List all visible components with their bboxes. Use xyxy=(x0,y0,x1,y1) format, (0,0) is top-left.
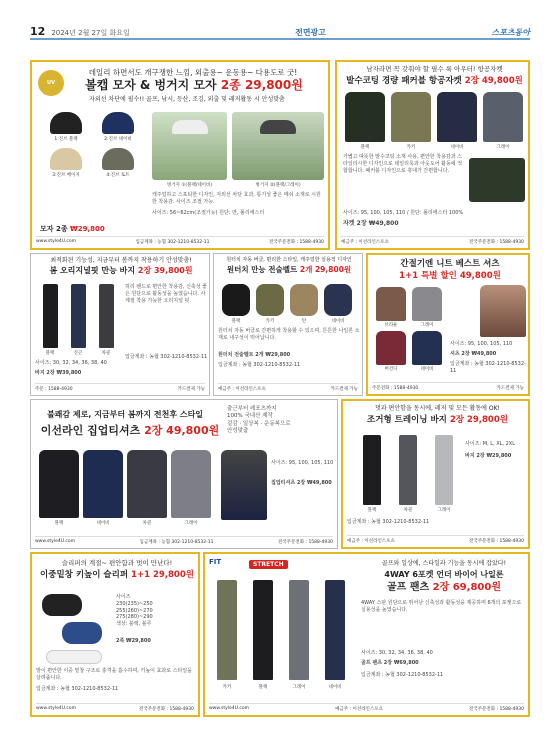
jacket-color-4: 그레이 xyxy=(496,145,510,150)
golf-pants-image-4 xyxy=(325,580,345,680)
ad1-price: 2종 29,800원 xyxy=(220,78,303,92)
ad7-footer xyxy=(347,535,524,544)
ad6-headline xyxy=(35,424,225,437)
ad5-title: 간절기엔 니트 베스트 셔츠 xyxy=(400,259,500,269)
ad9-tagline: 골프와 일상에, 스타일과 기능을 동시에 잡았다! xyxy=(382,560,506,567)
ad8-headline xyxy=(34,570,200,580)
ad8-footer xyxy=(36,703,194,712)
fit-label: FIT xyxy=(209,558,222,566)
ad7-account: 입금계좌 : 농협 302-1210-8532-11 xyxy=(347,519,430,525)
ad-caps xyxy=(30,60,330,250)
ad-zipup xyxy=(30,399,338,549)
pants-color-3: 차콜 xyxy=(101,351,111,356)
jacket-detail-photo xyxy=(469,158,525,202)
belt-color-2: 카키 xyxy=(265,319,275,324)
ad8-color: 색상: 블랙, 블루 xyxy=(116,621,152,627)
ad7-size: 사이즈: M, L, XL, 2XL xyxy=(465,441,516,447)
shirt-color-3: 버건디 xyxy=(384,367,398,372)
jacket-color-3: 네이비 xyxy=(450,145,464,150)
ad-knit-shirt xyxy=(366,253,530,396)
ad7-seller: 예금주 : 이선라인스포츠 xyxy=(347,539,395,544)
stretch-badge: STRETCH xyxy=(249,560,288,569)
ad2-headline xyxy=(339,76,530,86)
cap-label-1: 1:진브 블랙 xyxy=(54,137,78,142)
ad9-price-line: 골프 팬츠 2장 ₩69,800 xyxy=(361,660,419,666)
newspaper-logo: 스포츠동아 xyxy=(491,28,530,37)
golf-pants-image-1 xyxy=(217,580,237,680)
belt-image-1 xyxy=(222,284,250,316)
ad6-footer xyxy=(35,536,333,545)
ad3-headline xyxy=(33,266,209,276)
ad2-price: 2장 49,800원 xyxy=(464,76,523,86)
ad7-price: 2장 29,800원 xyxy=(449,415,508,425)
ad3-price: 2장 39,800원 xyxy=(137,266,193,275)
ad8-size-3: 275(280)~290 xyxy=(116,614,153,621)
slipper-image-1 xyxy=(42,594,82,616)
pants-image-2 xyxy=(71,284,86,348)
ad4-tagline: 원터치 자동 버클, 편리한 스타일, 캐주얼한 실용적 디자인 xyxy=(226,257,352,263)
ad6-size: 사이즈: 95, 100, 105, 110 xyxy=(271,460,334,466)
belt-image-3 xyxy=(290,284,318,316)
belt-image-2 xyxy=(256,284,284,316)
ad8-size-2: 255(260)~270 xyxy=(116,607,153,614)
ad1-web[interactable]: www.style4U.com xyxy=(36,239,77,244)
ad1-sub: 자외선 차단에 필수!! 골프, 낚시, 등산, 조깅, 외출 및 레저활동 시 안성맞춤 xyxy=(89,96,285,103)
ad1-price-box xyxy=(40,224,105,234)
ad4-seller: 예금주 : 이선라인스포츠 xyxy=(218,387,266,392)
golf-color-3: 그레이 xyxy=(292,685,306,690)
belt-image-4 xyxy=(324,284,352,316)
ad4-description: 원터치 자동 버클로 간편하게 착용할 수 있으며, 튼튼한 나일론 소재로 내구성이 뛰어납니다. xyxy=(218,328,360,341)
issue-date: 2024년 2월 27일 화요일 xyxy=(51,29,130,37)
ad2-footer xyxy=(341,236,524,245)
ad2-title: 발수코팅 경량 패커블 항공자켓 xyxy=(346,76,462,86)
ad3-account: 입금계좌 : 농협 302-1210-8532-11 xyxy=(125,354,208,360)
zipup-color-1: 블랙 xyxy=(54,521,64,526)
ad2-tel: 전국주문전화 : 1588-4930 xyxy=(469,240,524,245)
shirt-image-3 xyxy=(376,331,406,365)
cap-image-2 xyxy=(102,112,134,134)
ad7-headline xyxy=(345,415,530,425)
ad4-price: 2개 29,800원 xyxy=(299,265,352,274)
cap-label-2: 2:진브 네이비 xyxy=(104,137,132,142)
ad4-card: 카드결제 가능 xyxy=(330,387,358,392)
ad9-footer xyxy=(209,703,524,712)
ad9-headline xyxy=(359,582,529,594)
golf-pants-image-2 xyxy=(253,580,273,680)
cap-label-3: 3:진브 베이지 xyxy=(52,173,80,178)
golf-color-1: 카키 xyxy=(222,685,232,690)
ad9-price: 2장 69,800원 xyxy=(432,582,501,593)
ad8-tagline: 슬리퍼의 계절~ 편안함과 멋이 만난다! xyxy=(61,559,173,567)
ad9-web[interactable]: www.style4U.com xyxy=(209,706,250,711)
ad9-title: 골프 팬츠 xyxy=(387,582,430,593)
golf-color-4: 네이비 xyxy=(328,685,342,690)
ad3-tagline: 최적화된 기능성, 지금부터 봄까지 착용하기 안성맞춤! xyxy=(50,257,192,264)
ad9-subtitle: 4WAY 6포켓 언더 바이어 나일론 xyxy=(384,570,504,579)
ad6-price: 2장 49,800원 xyxy=(144,424,220,437)
ad6-feature-1: 출근부터 레포츠까지 xyxy=(227,406,277,412)
golf-pants-image-3 xyxy=(289,580,309,680)
ad3-title: 봄 오리지널핏 만능 바지 xyxy=(49,266,136,275)
ad5-price: 1+1 특별 할인 49,800원 xyxy=(399,271,501,281)
ad8-size-head: 사이즈 xyxy=(116,594,131,600)
hat-label-2: 벙거지 ②(블랙/그레이) xyxy=(255,183,301,188)
ad4-title: 원터치 만능 전술벨트 xyxy=(226,265,298,274)
ad6-feature-4: 안성맞춤 xyxy=(227,428,249,435)
ad9-seller: 예금주 : 이선라인스포츠 xyxy=(335,707,383,712)
slipper-image-2 xyxy=(62,622,102,644)
ad-jogger xyxy=(341,399,530,549)
ad6-features xyxy=(227,406,335,436)
ad2-tagline: 남자라면 꼭 갖춰야 할 필수 룩 아우터! 항공자켓 xyxy=(366,65,503,73)
ad8-account: 입금계좌 : 농협 302-1210-8532-11 xyxy=(36,686,119,692)
zipup-image-1 xyxy=(39,450,79,518)
ad3-description: 허리 밴드로 편안한 착용감, 신축성 좋은 원단으로 활동성을 높였습니다. 사계절 착용 가능한 오리지널 핏. xyxy=(125,284,207,304)
zipup-model-photo xyxy=(221,450,267,520)
jogger-image-3 xyxy=(435,435,453,505)
ad-belt xyxy=(213,253,363,396)
ad2-size: 사이즈: 95, 100, 105, 110 / 원단: 폴리에스터 100% xyxy=(343,210,464,216)
ad3-size: 사이즈: 30, 32, 34, 36, 38, 40 xyxy=(35,360,107,366)
zipup-image-4 xyxy=(171,450,211,518)
jacket-color-1: 블랙 xyxy=(360,145,370,150)
shirt-color-1: 브라운 xyxy=(384,323,398,328)
ad3-price-line: 바지 2장 ₩39,800 xyxy=(35,370,82,376)
ad-jacket xyxy=(335,60,530,250)
ad6-title: 이선라인 집업티셔츠 xyxy=(40,424,141,437)
ad6-tel: 전국주문전화 : 1588-4930 xyxy=(277,540,333,545)
ad7-price-line: 바지 2장 ₩29,800 xyxy=(465,453,512,459)
ad3-card: 카드결제 가능 xyxy=(177,387,205,392)
cap-image-1 xyxy=(50,112,82,134)
ad3-tel: 주문 : 1588-4930 xyxy=(35,387,73,392)
jacket-image-4 xyxy=(483,92,523,142)
jogger-color-1: 블랙 xyxy=(367,508,377,513)
ad1-size: 사이즈: 56~62cm(조절가능) 원단: 면, 폴리에스터 xyxy=(152,210,265,216)
ad9-description: 4WAY 스판 원단으로 뛰어난 신축성과 활동성을 제공하며 6개의 포켓으로 실용성을 높였습니다. xyxy=(361,600,522,613)
shirt-image-2 xyxy=(412,287,442,321)
pants-color-2: 진곤 xyxy=(73,351,83,356)
uv-badge-icon: UV xyxy=(38,70,64,96)
ad5-price-line: 셔츠 2장 ₩49,800 xyxy=(450,351,497,357)
ad6-tagline: 불쾌감 제로, 지금부터 봄까지 전천후 스타일 xyxy=(46,410,204,419)
ad1-description: 캐주얼하고 스포티한 디자인, 자외선 차단 효과, 통기성 좋은 메쉬 소재로 시원한 착용감. 사이즈 조절 가능. xyxy=(152,192,321,205)
section-title: 전면광고 xyxy=(295,28,327,37)
ad5-tel: 주문전화 : 1588-4930 xyxy=(372,386,419,391)
ad5-account: 입금계좌 : 농협 302-1210-8532-11 xyxy=(450,361,526,374)
belt-color-3: 탄 xyxy=(301,319,307,324)
ad1-price-note-value: ₩29,800 xyxy=(70,225,105,233)
pants-color-1: 블랙 xyxy=(45,351,55,356)
page-number: 12 xyxy=(30,25,46,38)
zipup-image-3 xyxy=(127,450,167,518)
ad6-account: 입금계좌 : 농협 302-1210-8532-11 xyxy=(139,540,214,545)
ad8-tel: 전국주문전화 : 1588-4930 xyxy=(139,707,194,712)
jogger-image-1 xyxy=(363,435,381,505)
jogger-color-2: 차콜 xyxy=(403,508,413,513)
ad4-account: 입금계좌 : 농협 302-1210-8532-11 xyxy=(218,362,301,368)
ad5-footer xyxy=(372,382,524,391)
bucket-hat-2 xyxy=(260,120,296,134)
ad5-size: 사이즈: 95, 100, 105, 110 xyxy=(450,341,513,347)
ad7-tel: 전국주문전화 : 1588-4930 xyxy=(469,539,524,544)
pants-image-1 xyxy=(43,284,58,348)
belt-color-4: 네이비 xyxy=(331,319,345,324)
ad1-tel: 전국주문전화 : 1588-4930 xyxy=(268,240,324,245)
ad1-account: 입금계좌 : 농협 302-1210-8532-11 xyxy=(135,240,210,245)
jogger-image-2 xyxy=(399,435,417,505)
ad8-price-line: 2족 ₩29,800 xyxy=(116,638,151,644)
slipper-image-3 xyxy=(46,650,102,664)
zipup-color-3: 차콜 xyxy=(142,521,152,526)
shirt-color-4: 네이비 xyxy=(420,367,434,372)
cap-image-4 xyxy=(102,148,134,170)
ad2-description: 가볍고 따뜻한 발수코팅 소재 사용, 편안한 착용감과 스타일리시한 디자인으로 데일리룩과 아웃도어 활동에 적합합니다. 패커블 디자인으로 휴대가 간편합니다. xyxy=(343,154,463,174)
ad4-footer xyxy=(218,383,358,392)
ad8-sizes xyxy=(116,594,198,628)
shirt-image-1 xyxy=(376,287,406,321)
belt-color-1: 블랙 xyxy=(231,319,241,324)
shirt-image-4 xyxy=(412,331,442,365)
ad8-title: 이중밑창 키높이 슬리퍼 xyxy=(40,570,129,580)
ad1-price-note: 모자 2종 xyxy=(40,225,68,233)
ad8-size-1: 230(235)~250 xyxy=(116,600,153,607)
page-header xyxy=(30,22,530,40)
ad4-price-line: 원터치 전술벨트 2개 ₩29,800 xyxy=(218,352,291,358)
zipup-color-2: 네이비 xyxy=(96,521,110,526)
shirt-model-photo xyxy=(480,285,526,337)
ad6-price-line: 집업티셔츠 2장 ₩49,800 xyxy=(271,480,332,486)
hat-label-1: 벙거지 ①(블랙/네이비) xyxy=(166,183,213,188)
ad3-footer xyxy=(35,383,205,392)
ad1-headline xyxy=(62,78,326,92)
ad7-tagline: 멋과 편안함을 동시에, 레저 및 모든 활동에 OK! xyxy=(375,405,500,412)
ad1-footer xyxy=(36,236,324,245)
ad8-web[interactable]: www.style4U.com xyxy=(36,706,77,711)
ad5-card: 카드결제 가능 xyxy=(496,386,524,391)
zipup-color-4: 그레이 xyxy=(184,521,198,526)
cap-label-4: 4:진브 토트 xyxy=(106,173,130,178)
ad6-feature-2: 100% 국내산 제작 xyxy=(227,413,273,420)
ad1-tagline: 데일리 하면서도 개구쟁한 느낌, 외출용~ 운동용~ 다용도로 굿! xyxy=(88,68,298,77)
ad-pants xyxy=(30,253,210,396)
ad7-title: 조거형 트레이닝 바지 xyxy=(367,415,447,425)
bucket-hat-1 xyxy=(172,120,208,134)
ad4-headline xyxy=(216,265,362,274)
jacket-image-3 xyxy=(437,92,477,142)
ad-golf-pants xyxy=(203,552,530,717)
ad2-seller: 예금주 : 이선라인스포츠 xyxy=(341,240,389,245)
ad9-tel: 전국주문전화 : 1588-4930 xyxy=(468,707,524,712)
ad2-price-line: 자켓 2장 ₩49,800 xyxy=(343,220,399,227)
jacket-image-1 xyxy=(345,92,385,142)
ad1-title: 볼캡 모자 & 벙거지 모자 xyxy=(85,78,217,92)
ad8-price: 1+1 29,800원 xyxy=(131,570,194,580)
ad6-feature-3: 겉감 · 일상복 · 운동복으로 xyxy=(227,420,291,427)
golf-color-2: 블랙 xyxy=(258,685,268,690)
cap-image-3 xyxy=(50,148,82,170)
ad-slipper xyxy=(30,552,200,717)
jacket-color-2: 카키 xyxy=(406,145,416,150)
pants-image-3 xyxy=(99,284,114,348)
jogger-color-3: 그레이 xyxy=(437,508,451,513)
jacket-image-2 xyxy=(391,92,431,142)
ad9-account: 입금계좌 : 농협 302-1210-8532-11 xyxy=(361,672,444,678)
ad6-web[interactable]: www.style4U.com xyxy=(35,539,76,544)
shirt-color-2: 그레이 xyxy=(420,323,434,328)
ad8-description: 발이 편안한 이중 밑창 구조로 충격을 흡수하며, 키높이 효과로 스타일을 살려줍니다. xyxy=(36,668,192,681)
ad9-size: 사이즈: 30, 32, 34, 36, 38, 40 xyxy=(361,650,433,656)
zipup-image-2 xyxy=(83,450,123,518)
